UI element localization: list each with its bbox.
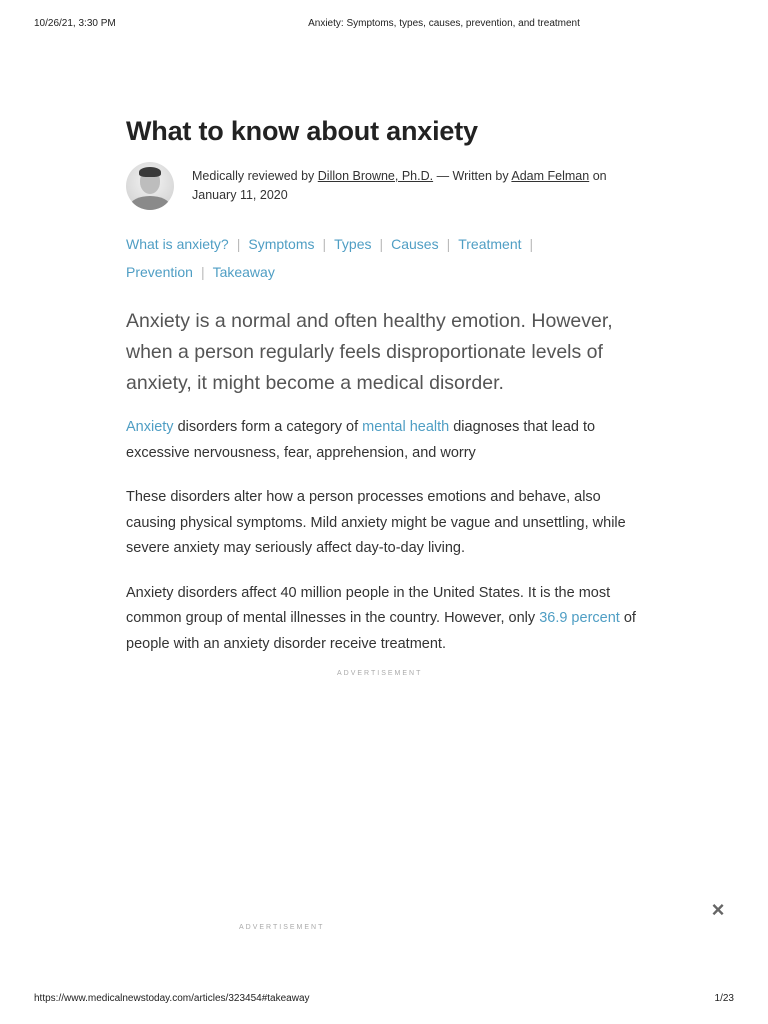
byline-on: on (592, 169, 607, 183)
close-ad-icon[interactable]: × (711, 897, 725, 922)
byline (126, 162, 646, 214)
paragraph-text: diagnoses that lead to excessive nervousness, fear, apprehension, and worry (126, 419, 596, 461)
page-number: 1/23 (714, 993, 734, 1004)
toc-separator: | (446, 236, 451, 252)
paragraph-text: disorders form a category of (173, 419, 363, 435)
reviewer-link[interactable]: Dillon Browne, Ph.D. (317, 169, 434, 183)
toc-prevention[interactable]: Prevention (126, 264, 193, 280)
print-page-title: Anxiety: Symptoms, types, causes, prevention, and treatment (308, 18, 580, 29)
article-title: What to know about anxiety (126, 116, 478, 146)
author-link[interactable]: Adam Felman (511, 169, 590, 183)
avatar-hair (139, 167, 161, 177)
anxiety-link[interactable]: Anxiety (126, 419, 174, 435)
toc-separator: | (322, 236, 327, 252)
toc-treatment[interactable]: Treatment (458, 236, 522, 252)
print-header (0, 18, 768, 32)
advertisement-label-top: ADVERTISEMENT (337, 670, 423, 677)
paragraph-text: Anxiety disorders affect 40 million people in the United States. It is the most common group of mental illnesses in the country. However, only (126, 584, 611, 626)
paragraph-3 (126, 581, 646, 658)
print-date: 10/26/21, 3:30 PM (34, 18, 116, 29)
statistic-link[interactable]: 36.9 percent (539, 610, 620, 626)
toc-causes[interactable]: Causes (391, 236, 439, 252)
toc-separator: | (200, 264, 205, 280)
article-lede: Anxiety is a normal and often healthy emotion. However, when a person regularly feels disproportionate levels of anxiety, it might become a medical disorder. (126, 310, 613, 394)
written-prefix: — Written by (436, 169, 509, 183)
paragraph-2: These disorders alter how a person processes emotions and behave, also causing physical symptoms. Mild anxiety might be vague and unsettling, while severe anxiety may seriously affect day-to-day living. (126, 489, 626, 556)
paragraph-1 (126, 415, 646, 466)
table-of-contents (126, 230, 646, 286)
publish-date: January 11, 2020 (192, 188, 288, 202)
toc-takeaway[interactable]: Takeaway (212, 264, 275, 280)
toc-separator: | (529, 236, 534, 252)
article (126, 112, 646, 657)
reviewed-prefix: Medically reviewed by (192, 169, 315, 183)
toc-what-is-anxiety[interactable]: What is anxiety? (126, 236, 229, 252)
author-avatar (126, 162, 174, 210)
toc-separator: | (236, 236, 241, 252)
advertisement-label-bottom: ADVERTISEMENT (239, 924, 325, 931)
paragraph-text: of people with an anxiety disorder receive treatment. (126, 610, 636, 652)
print-url: https://www.medicalnewstoday.com/articles/323454#takeaway (34, 993, 310, 1004)
mental-health-link[interactable]: mental health (362, 419, 450, 435)
toc-separator: | (379, 236, 384, 252)
toc-types[interactable]: Types (334, 236, 372, 252)
avatar-shoulders (130, 196, 170, 210)
byline-text (192, 167, 632, 205)
toc-symptoms[interactable]: Symptoms (248, 236, 315, 252)
